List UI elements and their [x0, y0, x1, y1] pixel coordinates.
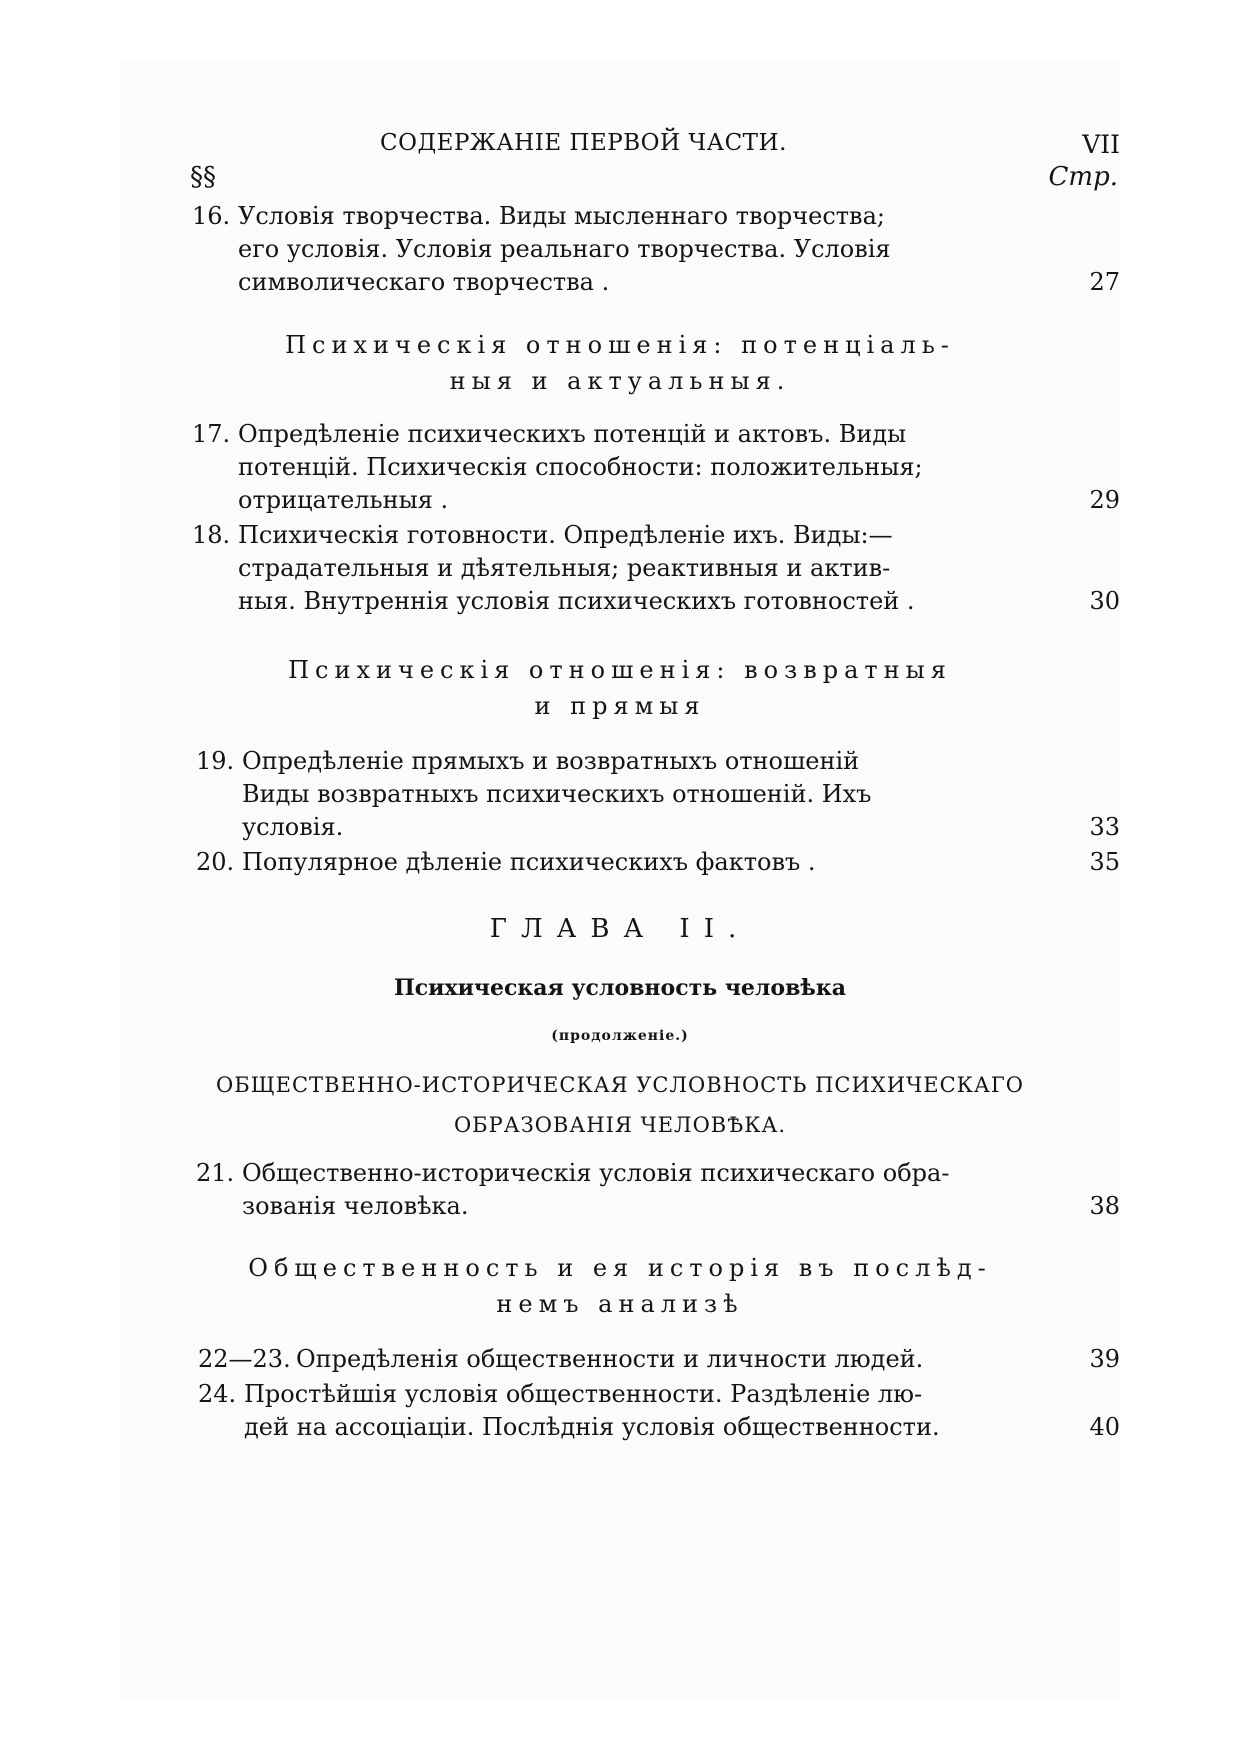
book-page: [120, 60, 1120, 1700]
section-line: и прямыя: [534, 692, 706, 720]
entry-number: 21.: [196, 1159, 235, 1187]
column-headers: [120, 162, 1120, 198]
chapter-title: Психическая условность человѣка: [394, 975, 846, 1001]
toc-entry-22-23: [120, 1343, 1120, 1377]
section-line: немъ анализѣ: [496, 1290, 744, 1318]
entry-page: 27: [1089, 268, 1120, 296]
section-line: Общественность и ея исторiя въ послѣд-: [248, 1254, 992, 1282]
entry-page: 35: [1089, 848, 1120, 876]
entry-line: Виды возвратныхъ психическихъ отношенiй. Ихъ: [242, 780, 872, 808]
entry-page: 33: [1089, 813, 1120, 841]
entry-page: 39: [1089, 1345, 1120, 1373]
entry-number: 22—23.: [198, 1345, 291, 1373]
entry-line: Опредѣленiе прямыхъ и возвратныхъ отношенiй: [242, 747, 860, 775]
section-line: Психическiя отношенiя: возвратныя: [288, 656, 952, 684]
toc-entry-16: [120, 200, 1120, 300]
entry-line: Опредѣленiя общественности и личности людей.: [296, 1345, 924, 1373]
entry-number: 18.: [192, 521, 231, 549]
entry-line: ныя. Внутреннiя условiя психическихъ готовностей .: [238, 587, 915, 615]
paragraph-column-label: §§: [190, 162, 216, 192]
section-line: ныя и актуальныя.: [449, 367, 791, 395]
toc-entry-20: [120, 846, 1120, 880]
entry-line: Условiя творчества. Виды мысленнаго творчества;: [238, 202, 885, 230]
entry-line: зованiя человѣка.: [242, 1192, 469, 1220]
section-heading-society: [120, 1250, 1120, 1322]
entry-line: символическаго творчества .: [238, 268, 610, 296]
section-heading-potential: [120, 327, 1120, 399]
entry-line: страдательныя и дѣятельныя; реактивныя и актив-: [238, 554, 891, 582]
entry-page: 29: [1089, 486, 1120, 514]
page-number: VII: [1082, 130, 1120, 159]
toc-entry-19: [120, 745, 1120, 845]
entry-page: 38: [1089, 1192, 1120, 1220]
toc-entry-24: [120, 1378, 1120, 1446]
toc-entry-17: [120, 418, 1120, 518]
section-line: Психическiя отношенiя: потенцiаль-: [285, 331, 955, 359]
page-title: СОДЕРЖАНIЕ ПЕРВОЙ ЧАСТИ.: [380, 130, 787, 156]
entry-line: Опредѣленiе психическихъ потенцiй и актовъ. Виды: [238, 420, 907, 448]
toc-entry-21: [120, 1157, 1120, 1225]
entry-number: 24.: [198, 1380, 237, 1408]
entry-line: Психическiя готовности. Опредѣленiе ихъ. Виды:—: [238, 521, 893, 549]
chapter-continuation: (продолженiе.): [551, 1028, 689, 1044]
entry-number: 20.: [196, 848, 235, 876]
chapter-subtitle: [120, 1065, 1120, 1145]
entry-line: Популярное дѣленiе психическихъ фактовъ .: [242, 848, 816, 876]
entry-line: Простѣйшiя условiя общественности. Раздѣленiе лю-: [244, 1380, 923, 1408]
entry-line: отрицательныя .: [238, 486, 449, 514]
section-heading-reflexive: [120, 652, 1120, 724]
entry-number: 19.: [196, 747, 235, 775]
entry-line: дей на ассоцiацiи. Послѣднiя условiя общественности.: [244, 1413, 940, 1441]
entry-number: 16.: [192, 202, 231, 230]
entry-line: Общественно-историческiя условiя психическаго обра-: [242, 1159, 950, 1187]
subtitle-line: ОБЩЕСТВЕННО-ИСТОРИЧЕСКАЯ УСЛОВНОСТЬ ПСИХИЧЕСКАГО: [216, 1073, 1024, 1097]
toc-entry-18: [120, 519, 1120, 619]
entry-page: 40: [1089, 1413, 1120, 1441]
entry-line: его условiя. Условiя реальнаго творчества. Условiя: [238, 235, 891, 263]
page-column-label: Стр.: [1048, 162, 1118, 192]
entry-line: условiя.: [242, 813, 344, 841]
entry-line: потенцiй. Психическiя способности: положительныя;: [238, 453, 923, 481]
chapter-heading: ГЛАВА II.: [489, 914, 751, 944]
entry-page: 30: [1089, 587, 1120, 615]
subtitle-line: ОБРАЗОВАНIЯ ЧЕЛОВѢКА.: [453, 1113, 787, 1137]
entry-number: 17.: [192, 420, 231, 448]
